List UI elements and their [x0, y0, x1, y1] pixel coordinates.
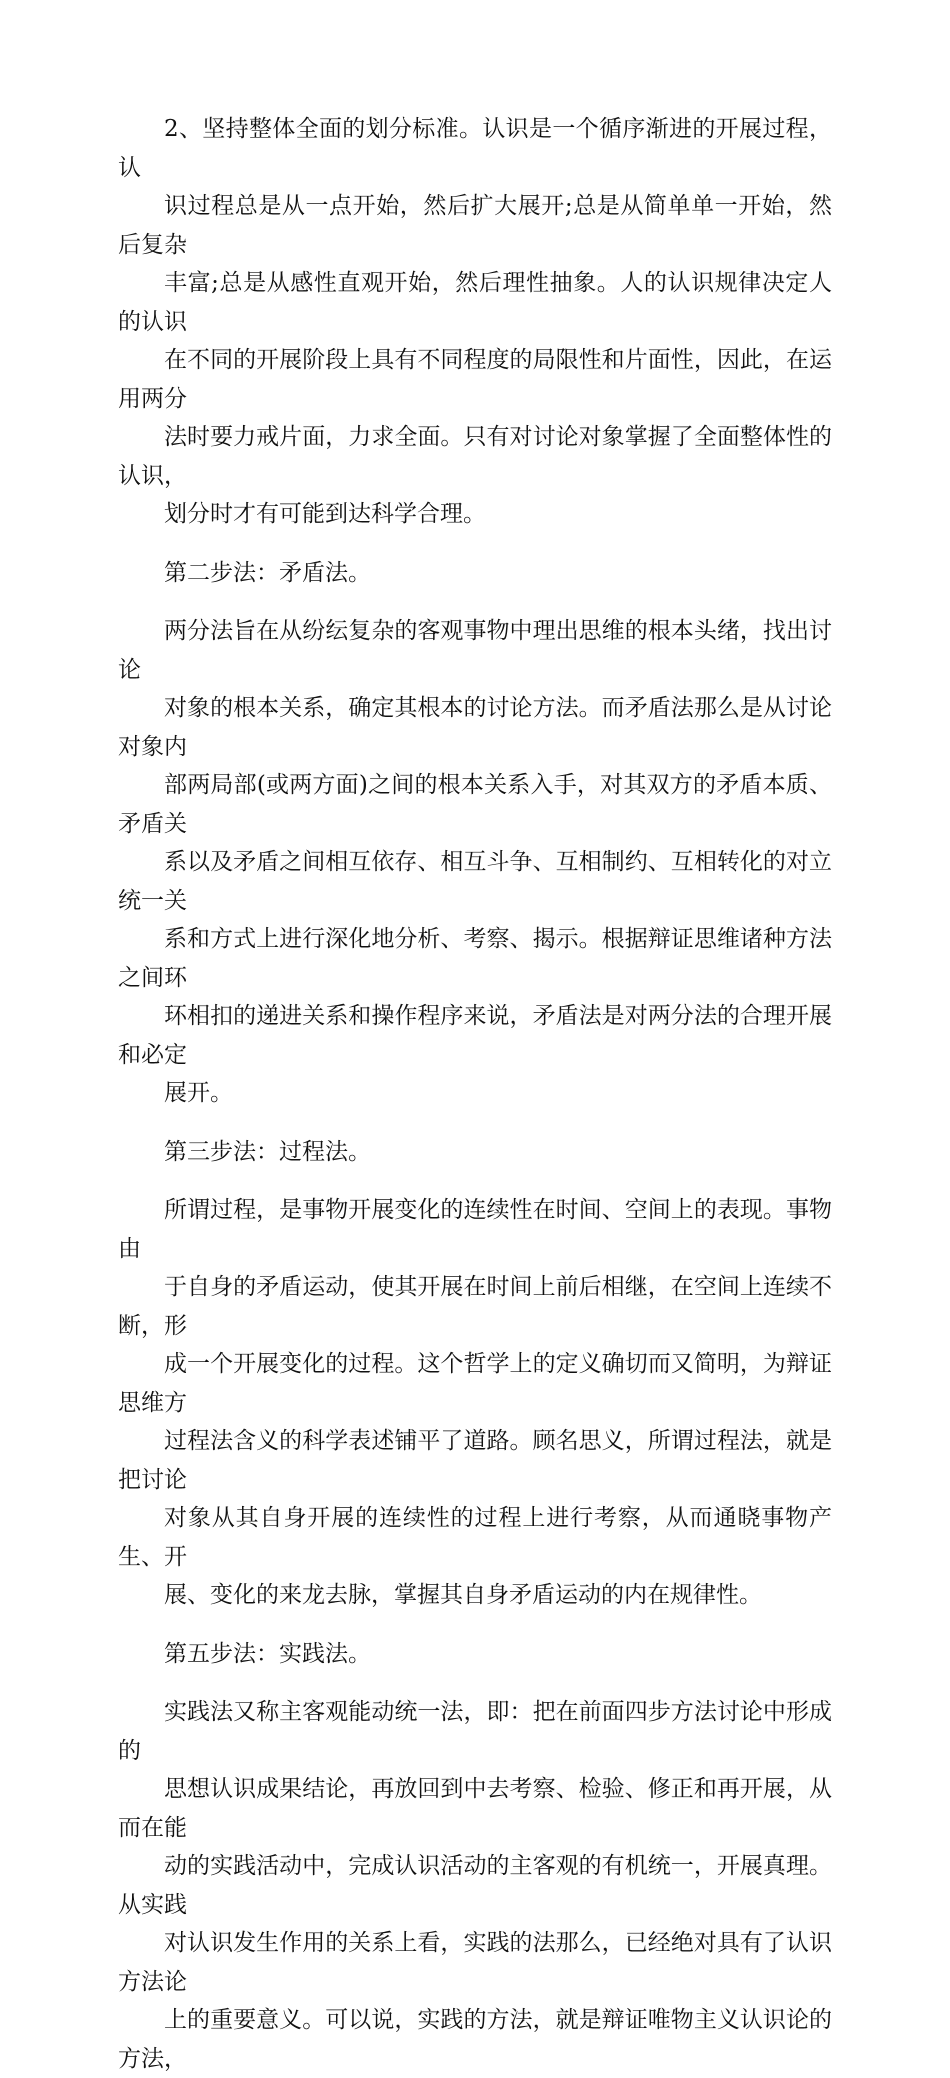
- text-line: 上的重要意义。可以说，实践的方法，就是辩证唯物主义认识论的方法，: [118, 2007, 832, 2072]
- paragraph-5: [118, 1693, 832, 2078]
- text-line: 两分法旨在从纷纭复杂的客观事物中理出思维的根本头绪，找出讨论: [118, 618, 832, 683]
- text-line: 展开。: [164, 1080, 233, 1106]
- text-line: 对认识发生作用的关系上看，实践的法那么，已经绝对具有了认识方法论: [118, 1930, 832, 1995]
- paragraph-1: [118, 110, 832, 534]
- text-line: 展、变化的来龙去脉，掌握其自身矛盾运动的内在规律性。: [164, 1582, 762, 1608]
- text-line: 划分时才有可能到达科学合理。: [164, 501, 486, 527]
- text-line: 部两局部(或两方面)之间的根本关系入手，对其双方的矛盾本质、矛盾关: [118, 772, 832, 837]
- text-line: 于自身的矛盾运动，使其开展在时间上前后相继，在空间上连续不断，形: [118, 1274, 832, 1339]
- text-line: 所谓过程，是事物开展变化的连续性在时间、空间上的表现。事物由: [118, 1197, 832, 1262]
- text-line: 对象从其自身开展的连续性的过程上进行考察，从而通晓事物产生、开: [118, 1505, 832, 1570]
- text-line: 系以及矛盾之间相互依存、相互斗争、互相制约、互相转化的对立统一关: [118, 849, 832, 914]
- text-line: 在不同的开展阶段上具有不同程度的局限性和片面性，因此，在运用两分: [118, 347, 832, 412]
- text-line: 环相扣的递进关系和操作程序来说，矛盾法是对两分法的合理开展和必定: [118, 1003, 832, 1068]
- heading-text: 第三步法：过程法。: [164, 1138, 371, 1165]
- text-line: 动的实践活动中，完成认识活动的主客观的有机统一，开展真理。从实践: [118, 1853, 832, 1918]
- paragraph-gap: [118, 1673, 832, 1693]
- text-line: 过程法含义的科学表述铺平了道路。顾名思义，所谓过程法，就是把讨论: [118, 1428, 832, 1493]
- heading-text: 第五步法：实践法。: [164, 1640, 371, 1667]
- text-line: 法时要力戒片面，力求全面。只有对讨论对象掌握了全面整体性的认识，: [118, 424, 832, 489]
- text-line: 系和方式上进行深化地分析、考察、揭示。根据辩证思维诸种方法之间环: [118, 926, 832, 991]
- paragraph-gap: [118, 592, 832, 612]
- paragraph-gap: [118, 1615, 832, 1635]
- heading-text: 第二步法：矛盾法。: [164, 559, 371, 586]
- section-heading-step-2: [118, 554, 832, 593]
- text-line: 成一个开展变化的过程。这个哲学上的定义确切而又简明，为辩证思维方: [118, 1351, 832, 1416]
- text-line: 丰富;总是从感性直观开始，然后理性抽象。人的认识规律决定人的认识: [118, 270, 832, 335]
- paragraph-gap: [118, 1171, 832, 1191]
- text-line: 思想认识成果结论，再放回到中去考察、检验、修正和再开展，从而在能: [118, 1776, 832, 1841]
- paragraph-3: [118, 1191, 832, 1615]
- paragraph-gap: [118, 534, 832, 554]
- section-heading-step-3: [118, 1133, 832, 1172]
- paragraph-gap: [118, 1113, 832, 1133]
- paragraph-2: [118, 612, 832, 1113]
- text-line: 对象的根本关系，确定其根本的讨论方法。而矛盾法那么是从讨论对象内: [118, 695, 832, 760]
- section-heading-step-5: [118, 1635, 832, 1674]
- text-line: 识过程总是从一点开始，然后扩大展开;总是从简单单一开始，然后复杂: [118, 193, 832, 258]
- text-line: 2、坚持整体全面的划分标准。认识是一个循序渐进的开展过程，认: [118, 116, 832, 181]
- text-line: 实践法又称主客观能动统一法，即：把在前面四步方法讨论中形成的: [118, 1699, 832, 1764]
